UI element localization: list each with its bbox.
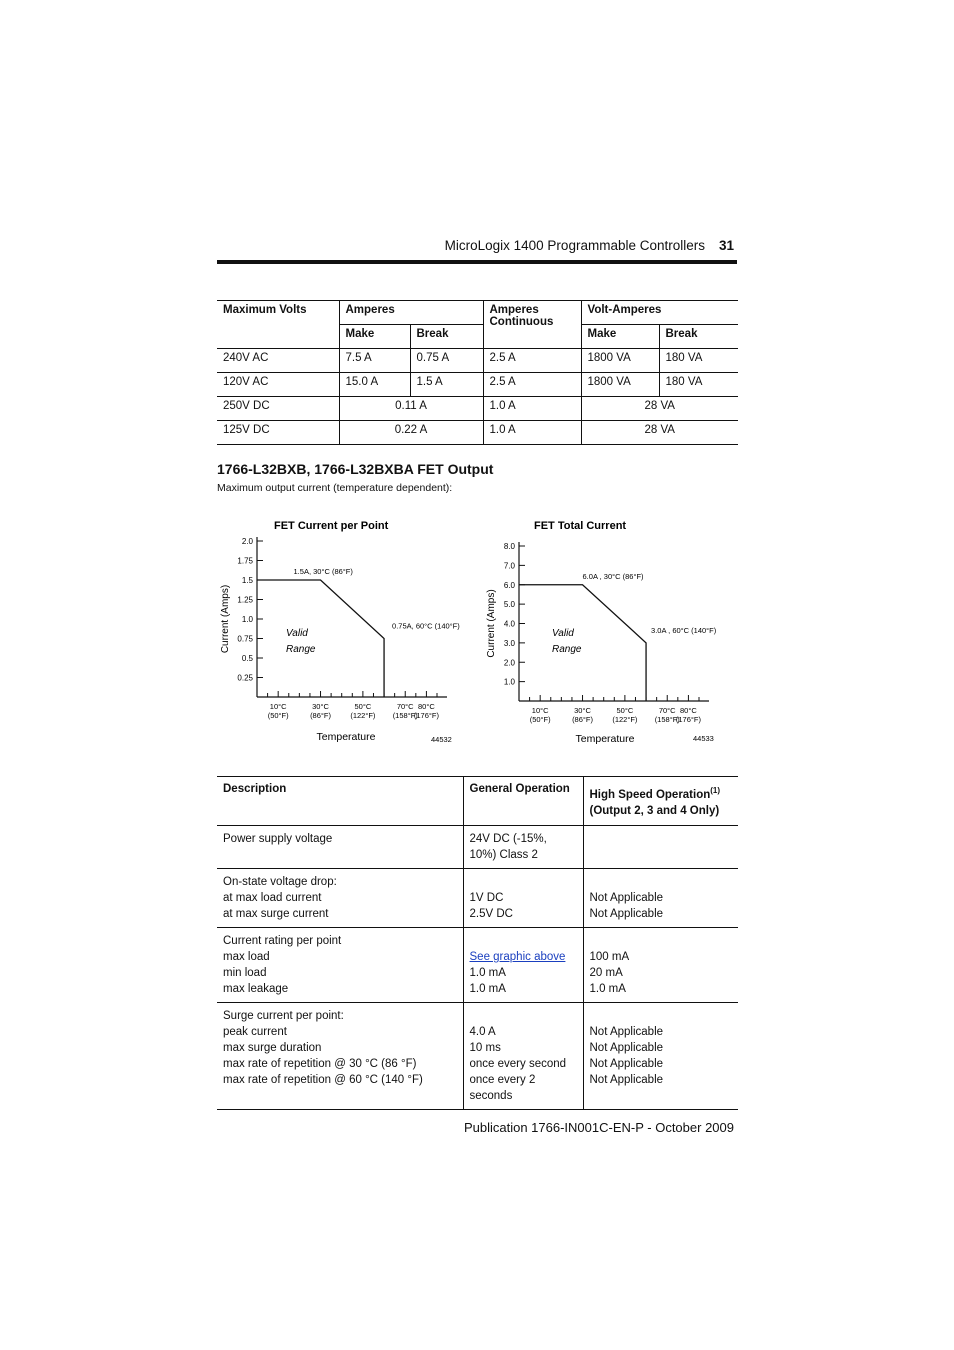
x-tick-label-f: (86°F): [572, 715, 593, 724]
cell-line: max rate of repetition @ 30 °C (86 °F): [223, 1057, 417, 1070]
footnote-marker: (1): [710, 786, 721, 795]
cell-line: Not Applicable: [589, 1025, 664, 1038]
x-tick-label: 70°C: [658, 706, 676, 715]
table-cell: 1800 VA: [581, 373, 659, 397]
chart-fet-total-current: [480, 512, 730, 752]
annotation: 6.0A , 30°C (86°F): [582, 571, 644, 581]
table-cell: 2.5 A: [483, 349, 581, 373]
table-cell: 28 VA: [581, 397, 738, 421]
x-tick-label-f: (176°F): [413, 711, 439, 720]
x-tick-label-f: (122°F): [350, 711, 376, 720]
x-tick-label: 10°C: [531, 706, 549, 715]
header-amp-make: Make: [339, 325, 410, 349]
table-row: [217, 349, 738, 373]
annotation: 1.5A, 30°C (86°F): [293, 567, 353, 576]
cell-line: Power supply voltage: [223, 832, 333, 845]
y-tick-label: 0.75: [237, 634, 253, 644]
page-header: [217, 236, 737, 264]
table-cell: 1800 VA: [581, 349, 659, 373]
table-row: [217, 421, 738, 445]
table-cell: 2.5 A: [483, 373, 581, 397]
header-high-speed-label: High Speed Operation: [589, 788, 711, 801]
header-title: MicroLogix 1400 Programmable Controllers: [444, 238, 705, 253]
table-cell: [463, 825, 583, 868]
cell-line: 4.0 A: [469, 1025, 496, 1038]
y-tick-label: 1.5: [241, 576, 253, 585]
cell-line: [590, 1008, 733, 1024]
x-tick-label-f: (50°F): [529, 715, 551, 724]
cell-line: [590, 933, 733, 949]
table-cell: [217, 825, 463, 868]
figure-id: 44533: [693, 734, 714, 743]
y-tick-label: 3.0: [503, 638, 515, 648]
x-tick-label: 10°C: [269, 702, 287, 711]
header-max-volts: Maximum Volts: [217, 301, 339, 349]
ratings-table: [217, 300, 738, 445]
cell-line: 2.5V DC: [469, 907, 513, 920]
header-rule: [217, 260, 737, 264]
header-high-speed-sub: (Output 2, 3 and 4 Only): [589, 804, 720, 817]
table-cell: 28 VA: [581, 421, 738, 445]
cell-line: [470, 874, 577, 890]
x-tick-label: 70°C: [396, 702, 414, 711]
x-tick-label-f: (158°F): [392, 711, 418, 720]
x-tick-label-f: (158°F): [654, 715, 680, 724]
table-cell: 180 VA: [659, 349, 738, 373]
cell-line: [470, 933, 577, 949]
y-axis-label: Current (Amps): [486, 589, 497, 658]
table-cell: [583, 825, 738, 868]
table-cell: [217, 868, 463, 927]
cell-line: Not Applicable: [589, 907, 664, 920]
cell-line: Surge current per point:: [223, 1009, 344, 1022]
x-tick-label: 80°C: [418, 702, 435, 711]
cell-line: max surge duration: [223, 1041, 322, 1054]
cell-line: Not Applicable: [589, 891, 664, 904]
header-va-break: Break: [659, 325, 738, 349]
table-cell: [463, 868, 583, 927]
table-row: [217, 1002, 738, 1109]
cell-line: peak current: [223, 1025, 287, 1038]
cell-line: 10 ms: [469, 1041, 501, 1054]
table-cell: [217, 1002, 463, 1109]
y-tick-label: 2.0: [503, 658, 515, 668]
cell-line: min load: [223, 966, 267, 979]
cell-line: 20 mA: [589, 966, 623, 979]
header-amperes-continuous: Amperes Continuous: [483, 301, 581, 349]
figure-id: 44532: [431, 735, 452, 744]
y-tick-label: 7.0: [503, 561, 515, 571]
y-tick-label: 1.0: [241, 615, 253, 624]
table-cell: 0.11 A: [339, 397, 483, 421]
table-cell: 7.5 A: [339, 349, 410, 373]
cell-line: 1.0 mA: [469, 982, 506, 995]
cell-line: max rate of repetition @ 60 °C (140 °F): [223, 1073, 423, 1086]
table-cell: [217, 927, 463, 1002]
header-volt-amperes: Volt-Amperes: [581, 301, 738, 325]
y-tick-label: 8.0: [503, 542, 515, 551]
y-tick-label: 1.25: [237, 595, 253, 605]
cell-line: max leakage: [223, 982, 289, 995]
x-axis-label: Temperature: [575, 733, 635, 745]
x-tick-label-f: (50°F): [267, 711, 289, 720]
header-amp-break: Break: [410, 325, 483, 349]
x-axis-label: Temperature: [316, 731, 376, 743]
y-tick-label: 5.0: [503, 600, 515, 610]
region-label: Range: [552, 644, 582, 655]
header-amperes: Amperes: [339, 301, 483, 325]
series-line: [519, 585, 646, 701]
cell-line: Not Applicable: [589, 1073, 664, 1086]
header-general-operation: General Operation: [463, 777, 583, 826]
cell-line: 24V DC (-15%, 10%) Class 2: [469, 832, 547, 861]
cell-line: at max surge current: [223, 907, 329, 920]
y-tick-label: 0.5: [241, 654, 253, 663]
cell-line: 1.0 mA: [469, 966, 506, 979]
annotation: 0.75A, 60°C (140°F): [392, 621, 460, 631]
table-cell: [583, 868, 738, 927]
table-row: [217, 397, 738, 421]
y-tick-label: 2.0: [241, 537, 253, 546]
table-cell: 125V DC: [217, 421, 339, 445]
y-axis-label: Current (Amps): [220, 584, 231, 654]
x-tick-label-f: (122°F): [612, 715, 638, 724]
x-tick-label: 30°C: [574, 706, 591, 715]
x-tick-label: 50°C: [616, 706, 634, 715]
cell-line: Not Applicable: [589, 1041, 664, 1054]
y-tick-label: 0.25: [237, 673, 253, 683]
chart-title: FET Total Current: [534, 520, 627, 532]
chart-title: FET Current per Point: [274, 520, 389, 532]
section-title: 1766-L32BXB, 1766-L32BXBA FET Output: [217, 461, 494, 477]
cell-line: Not Applicable: [589, 1057, 664, 1070]
spec-table: [217, 776, 738, 1110]
table-cell: [463, 927, 583, 1002]
table-row: [217, 373, 738, 397]
cell-line: 100 mA: [589, 950, 630, 963]
table-cell: [583, 1002, 738, 1109]
annotation: 3.0A , 60°C (140°F): [651, 625, 717, 635]
x-tick-label: 30°C: [312, 702, 329, 711]
x-tick-label: 80°C: [680, 706, 697, 715]
table-cell: 15.0 A: [339, 373, 410, 397]
x-tick-label-f: (86°F): [310, 711, 331, 720]
table-row: [217, 825, 738, 868]
chart-fet-current-per-point: [213, 512, 463, 752]
table-cell: 120V AC: [217, 373, 339, 397]
y-tick-label: 1.0: [503, 677, 515, 687]
y-tick-label: 1.75: [237, 556, 253, 566]
table-cell: 1.0 A: [483, 421, 581, 445]
cell-line: Current rating per point: [223, 934, 342, 947]
cell-line: once every 2 seconds: [469, 1073, 536, 1102]
table-cell: 1.5 A: [410, 373, 483, 397]
table-cell: 250V DC: [217, 397, 339, 421]
footer-publication: Publication 1766-IN001C-EN-P - October 2009: [463, 1120, 734, 1135]
table-cell: [463, 1002, 583, 1109]
header-high-speed-operation: [583, 777, 738, 826]
x-tick-label-f: (176°F): [675, 715, 701, 724]
table-cell: 1.0 A: [483, 397, 581, 421]
table-row: [217, 927, 738, 1002]
x-tick-label: 50°C: [354, 702, 372, 711]
cell-line: [470, 1008, 577, 1024]
cell-line: at max load current: [223, 891, 322, 904]
table-cell: 180 VA: [659, 373, 738, 397]
table-cell: 0.75 A: [410, 349, 483, 373]
table-cell: 240V AC: [217, 349, 339, 373]
y-tick-label: 4.0: [503, 619, 515, 629]
y-tick-label: 6.0: [503, 580, 515, 590]
header-va-make: Make: [581, 325, 659, 349]
cell-line: once every second: [469, 1057, 567, 1070]
series-line: [257, 580, 384, 697]
cell-line: max load: [223, 950, 270, 963]
cell-line: 1.0 mA: [589, 982, 626, 995]
region-label: Range: [286, 644, 316, 655]
cell-line: [590, 874, 733, 890]
table-cell: 0.22 A: [339, 421, 483, 445]
table-cell: [583, 927, 738, 1002]
region-label: Valid: [552, 628, 574, 639]
page-number: 31: [718, 238, 734, 253]
region-label: Valid: [286, 628, 308, 639]
section-subtitle: Maximum output current (temperature dependent):: [217, 482, 453, 494]
see-graphic-link[interactable]: See graphic above: [469, 950, 566, 963]
table-row: [217, 868, 738, 927]
header-description: Description: [217, 777, 463, 826]
cell-line: On-state voltage drop:: [223, 875, 337, 888]
cell-line: 1V DC: [469, 891, 504, 904]
